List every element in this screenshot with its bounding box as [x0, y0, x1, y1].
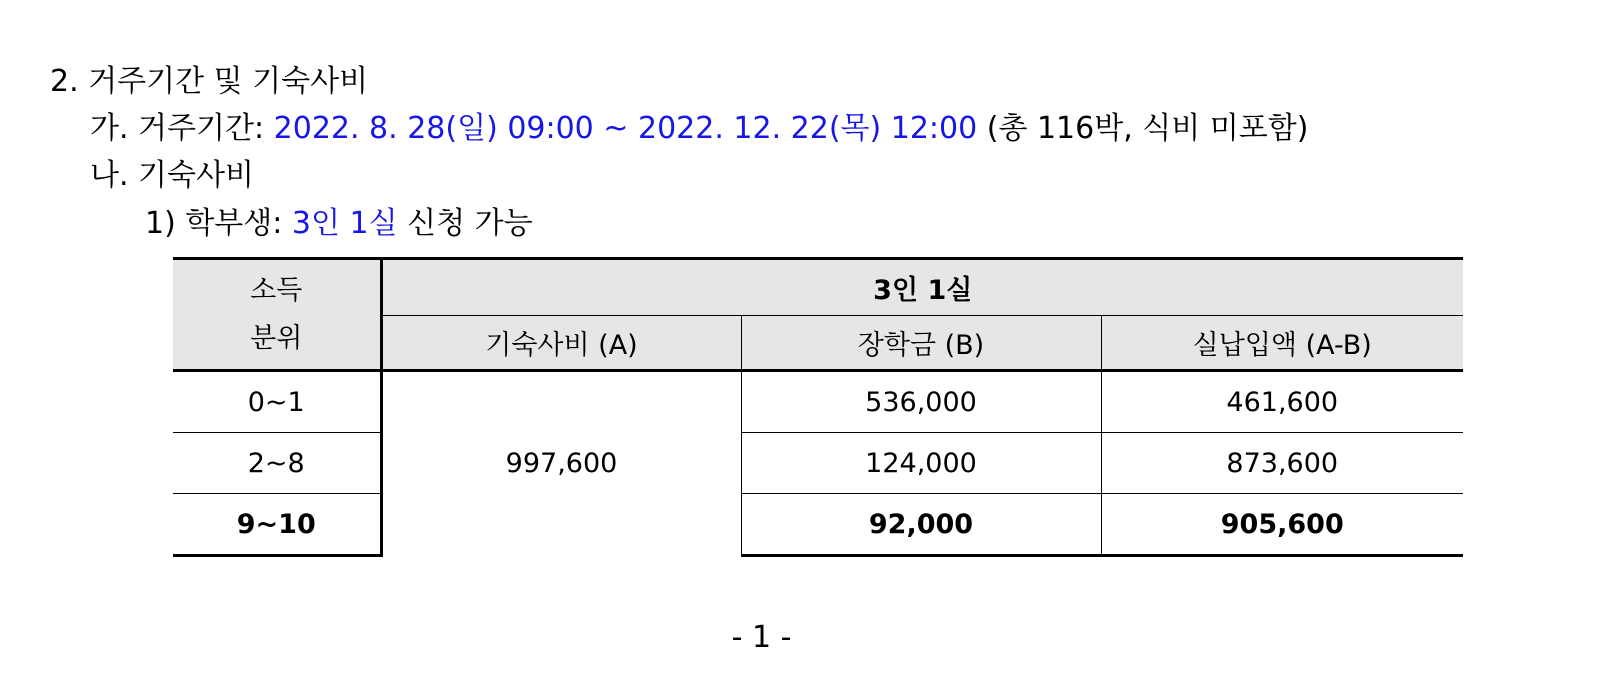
income-header — [173, 259, 381, 371]
fee-column-header: 기숙사비 (A) — [381, 316, 741, 371]
table-row — [173, 371, 1463, 433]
undergrad-line — [145, 204, 533, 244]
net-column-header: 실납입액 (A-B) — [1101, 316, 1463, 371]
fee-table — [173, 257, 1463, 557]
net-cell: 461,600 — [1101, 371, 1463, 433]
table-row — [173, 433, 1463, 494]
undergrad-suffix: 신청 가능 — [407, 206, 533, 241]
income-header-line1: 소득 — [250, 274, 303, 306]
period-line — [90, 109, 1308, 149]
period-label: 가. 거주기간: — [90, 111, 265, 146]
income-cell: 0~1 — [173, 371, 381, 433]
undergrad-label: 1) 학부생: — [145, 206, 283, 241]
undergrad-room: 3인 1실 — [291, 206, 398, 241]
section-title: 거주기간 및 기숙사비 — [88, 64, 369, 99]
scholarship-cell: 536,000 — [741, 371, 1101, 433]
period-dates: 2022. 8. 28(일) 09:00 ~ 2022. 12. 22(목) 12:00 — [273, 111, 978, 146]
scholarship-cell: 92,000 — [741, 494, 1101, 556]
scholarship-cell: 124,000 — [741, 433, 1101, 494]
period-note: (총 116박, 식비 미포함) — [986, 111, 1309, 146]
net-cell: 873,600 — [1101, 433, 1463, 494]
room-group-header: 3인 1실 — [381, 259, 1463, 316]
page-number: - 1 - — [731, 620, 792, 655]
table-row — [173, 494, 1463, 556]
income-cell: 2~8 — [173, 433, 381, 494]
fee-cell: 997,600 — [381, 371, 741, 556]
income-header-line2: 분위 — [250, 322, 303, 354]
fee-heading: 나. 기숙사비 — [90, 158, 254, 193]
section-heading — [50, 62, 368, 102]
net-cell: 905,600 — [1101, 494, 1463, 556]
section-number: 2. — [50, 64, 79, 99]
income-cell: 9~10 — [173, 494, 381, 556]
scholarship-column-header: 장학금 (B) — [741, 316, 1101, 371]
